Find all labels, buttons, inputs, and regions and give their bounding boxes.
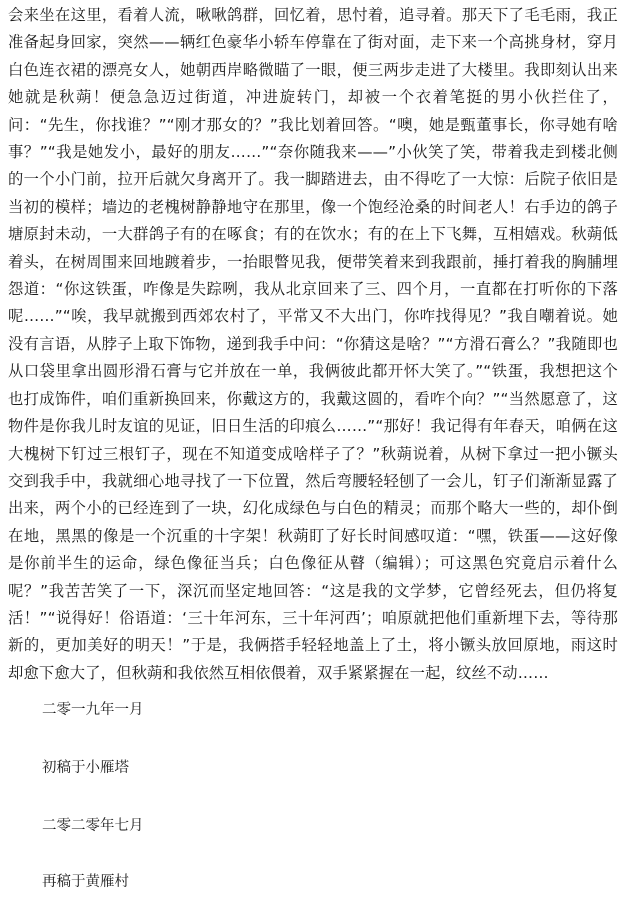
second-draft-date: 二零二零年七月 — [42, 818, 144, 834]
article-body-paragraph: 会来坐在这里，看着人流，啾啾鸽群，回忆着，思忖着，追寻着。那天下了毛毛雨，我正准备起身回家，突然——辆红色豪华小轿车停靠在了街对面，走下来一个高挑身材，穿月白色连衣裙的漂亮女人，她朝西岸略微瞄了一眼，便三两步走进了大楼里。我即刻认出来她就是秋蒴！便急急迈过街道，冲进旋转门，却被一个衣着笔挺的男小伙拦住了，问：“先生，你找谁？”“刚才那女的？”我比划着回答。“噢，她是甄董事长，你寻她有啥事？”“我是她发小，最好的朋友……”“奈你随我来——”小伙笑了笑，带着我走到楼北侧的一个小门前，拉开后就欠身离开了。我一脚踏进去，由不得吃了一大惊：后院子依旧是当初的模样；墙边的老槐树静静地守在那里，像一个饱经沧桑的时间老人！右手边的鸽子塘原封未动，一大群鸽子有的在啄食；有的在饮水；有的在上下飞舞，互相嬉戏。秋蒴低着头，在树周围来回地踱着步，一抬眼瞥见我，便带笑着来到我跟前，捶打着我的胸脯埋怨道：“你这铁蛋，咋像是失踪咧，我从北京回来了三、四个月，一直都在打听你的下落呢……”“唉，我早就搬到西郊农村了，平常又不大出门，你咋找得见？”我自嘲着说。她没有言语，从脖子上取下饰物，递到我手中问：“你猜这是啥？”“方滑石膏么？”我随即也从口袋里拿出圆形滑石膏与它并放在一单，我俩彼此都开怀大笑了。”“铁蛋，我想把这个也打成饰件，咱们重新换回来，你戴这方的，我戴这圆的，看咋个向？”“当然愿意了，这物件是你我儿时友谊的见证，旧日生活的印痕么……”“那好！我记得有年春天，咱俩在这大槐树下钉过三根钉子，现在不知道变成啥样子了？”秋蒴说着，从树下拿过一把小镢头交到我手中，我就细心地寻找了一下位置，然后弯腰轻轻刨了一会儿，钉子们渐渐显露了出来，两个小的已经连到了一块，幻化成绿色与白色的精灵；而那个略大一些的，却仆倒在地，黑黑的像是一个沉重的十字架！秋蒴盯了好长时间感叹道：“嘿，铁蛋——这好像是你前半生的运命，绿色像征当兵；白色像征从瞽（编辑）；可这黑色究竟启示着什么呢？”我苦苦笑了一下，深沉而坚定地回答：“这是我的文学梦，它曾经死去，但仍将复活！”“说得好！俗语道：‘三十年河东，三十年河西’；咱原就把他们重新埋下去，等待那新的，更加美好的明天！”于是，我俩搭手轻轻地盖上了土，将小镢头放回原地，雨这时却愈下愈大了，但秋蒴和我依然互相依偎着，双手紧紧握在一起，纹丝不动…… — [8, 6, 618, 682]
first-draft-place: 初稿于小雁塔 — [42, 760, 129, 776]
second-draft-place: 再稿于黄雁村 — [42, 874, 129, 890]
first-draft-date: 二零一九年一月 — [42, 702, 144, 718]
